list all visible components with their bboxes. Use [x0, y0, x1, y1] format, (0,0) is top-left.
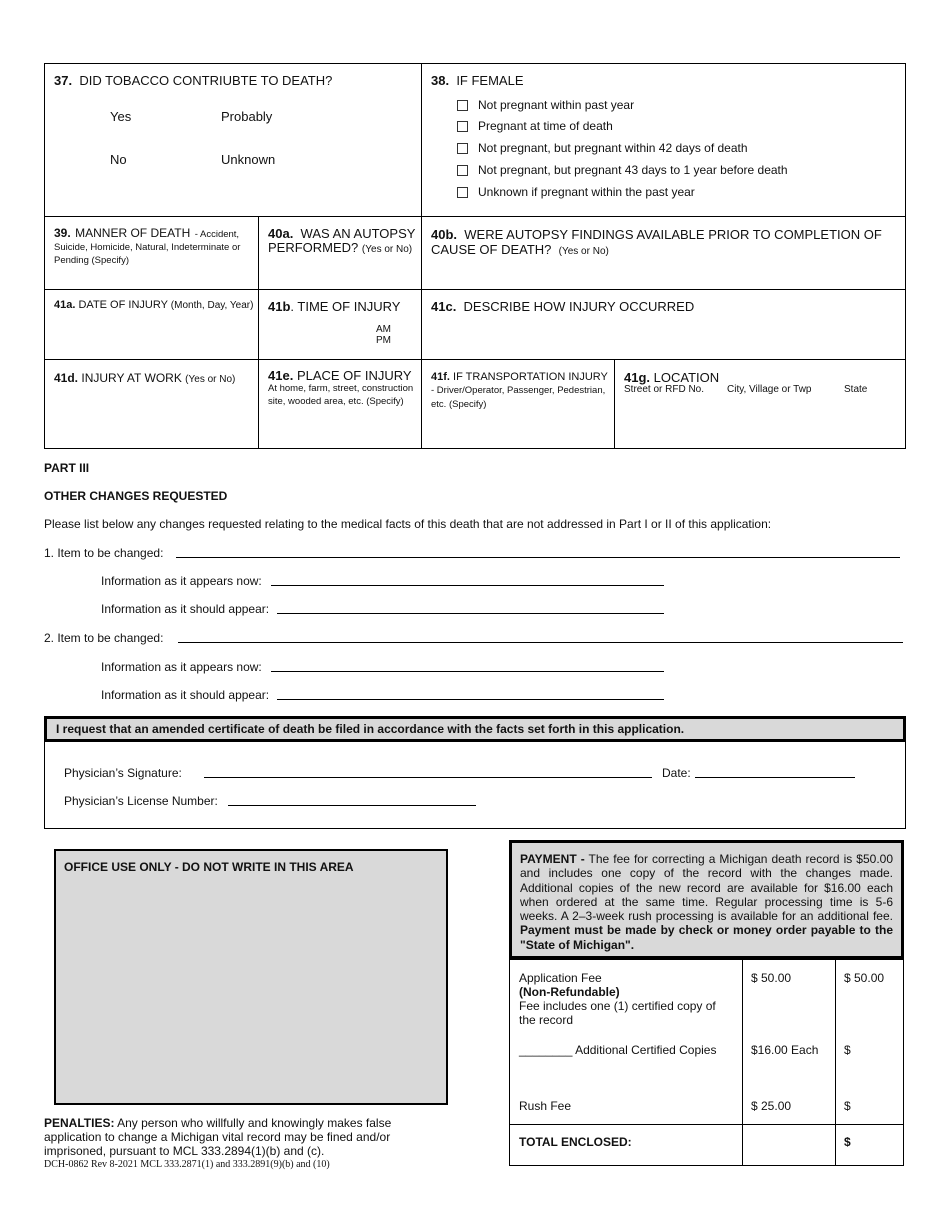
payment-box: PAYMENT - The fee for correcting a Michigan death record is $50.00 and includes one copy of the record with the changes made. Additional copies of the new record are available for $16.00 each when ordered at the same time. Regular processing time is 5-6 weeks. A 2–3-week rush processing is available for an additional fee. Payment must be made by check or money order payable to the "State of Michigan". [509, 840, 904, 959]
sec37-title: 37. DID TOBACCO CONTRIUBTE TO DEATH? [54, 73, 333, 88]
office-use-title: OFFICE USE ONLY - DO NOT WRITE IN THIS AREA [64, 860, 354, 874]
rush-price: $ 25.00 [751, 1099, 792, 1113]
pregnancy-option[interactable]: Not pregnant, but pregnant 43 days to 1 year before death [457, 163, 788, 177]
sec40a-field[interactable]: 40a. WAS AN AUTOPSY PERFORMED? (Yes or No) [268, 226, 416, 255]
sec40b-field[interactable]: 40b. WERE AUTOPSY FINDINGS AVAILABLE PRIOR TO COMPLETION OF CAUSE OF DEATH? (Yes or No) [431, 227, 882, 257]
tobacco-option-unknown[interactable]: Unknown [221, 152, 276, 167]
location-city-label: City, Village or Twp [727, 384, 812, 395]
sec41c-field[interactable]: 41c. DESCRIBE HOW INJURY OCCURRED [431, 299, 695, 314]
form-id: DCH-0862 Rev 8-2021 MCL 333.2871(1) and 333.2891(9)(b) and (10) [44, 1159, 330, 1170]
location-state-label: State [844, 384, 868, 395]
penalties-text: PENALTIES: Any person who willfully and knowingly makes false application to change a Michigan vital record may be fined and/or imprisoned, pursuant to MCL 333.2894(1)(b) and (c). [44, 1116, 392, 1158]
item2-input[interactable] [178, 642, 903, 643]
sec41d-field[interactable]: 41d. INJURY AT WORK (Yes or No) [54, 371, 236, 385]
office-use-box [54, 849, 448, 1105]
pregnancy-option[interactable]: Pregnant at time of death [457, 119, 613, 133]
sec41a-field[interactable]: 41a. DATE OF INJURY (Month, Day, Year) [54, 299, 254, 311]
sec41f-field[interactable]: 41f. IF TRANSPORTATION INJURY - Driver/Operator, Passenger, Pedestrian, etc. (Specify) [431, 371, 608, 410]
pregnancy-option[interactable]: Not pregnant within past year [457, 98, 634, 112]
pregnancy-option[interactable]: Unknown if pregnant within the past year [457, 185, 695, 199]
part3-intro: Please list below any changes requested relating to the medical facts of this death that are not addressed in Part I or II of this application: [44, 517, 772, 531]
item2-should-input[interactable] [277, 699, 664, 700]
checkbox-icon[interactable] [457, 121, 468, 132]
item1-appears-label: Information as it appears now: [101, 574, 262, 588]
item2-should-label: Information as it should appear: [101, 688, 270, 702]
checkbox-icon[interactable] [457, 143, 468, 154]
rush-fee[interactable]: Rush Fee [519, 1099, 572, 1113]
sec41g-field[interactable]: 41g. LOCATION [624, 370, 720, 385]
sec41b-field[interactable]: 41b. TIME OF INJURY [268, 299, 401, 314]
signature-label: Physician’s Signature: [64, 766, 182, 780]
copies-total[interactable]: $ [844, 1043, 851, 1057]
tobacco-option-no[interactable]: No [110, 152, 127, 167]
sec39-field[interactable]: 39. MANNER OF DEATH - Accident, Suicide, Homicide, Natural, Indeterminate or Pending (Specify) [54, 226, 241, 266]
item1-should-label: Information as it should appear: [101, 602, 270, 616]
tobacco-option-probably[interactable]: Probably [221, 109, 273, 124]
item1-label: 1. Item to be changed: [44, 546, 164, 560]
license-label: Physician’s License Number: [64, 794, 218, 808]
total-amount[interactable]: $ [844, 1135, 851, 1149]
item2-label: 2. Item to be changed: [44, 631, 164, 645]
date-input[interactable] [695, 777, 855, 778]
am-label[interactable]: AM [376, 324, 391, 335]
item1-should-input[interactable] [277, 613, 664, 614]
request-banner: I request that an amended certificate of death be filed in accordance with the facts set forth in this application. [44, 716, 906, 742]
tobacco-option-yes[interactable]: Yes [110, 109, 132, 124]
sec41e-field[interactable]: 41e. PLACE OF INJURY At home, farm, street, construction site, wooded area, etc. (Specify) [268, 368, 414, 407]
location-street-label: Street or RFD No. [624, 384, 705, 395]
rush-total[interactable]: $ [844, 1099, 851, 1113]
additional-copies[interactable]: ________ Additional Certified Copies [519, 1043, 717, 1057]
signature-input[interactable] [204, 777, 652, 778]
copies-price: $16.00 Each [751, 1043, 819, 1057]
application-fee-price: $ 50.00 [751, 971, 792, 985]
item2-appears-label: Information as it appears now: [101, 660, 262, 674]
item2-appears-input[interactable] [271, 671, 664, 672]
checkbox-icon[interactable] [457, 187, 468, 198]
checkbox-icon[interactable] [457, 165, 468, 176]
sec38-title: 38. IF FEMALE [431, 73, 524, 88]
part3-heading: PART III [44, 461, 90, 475]
part3-subheading: OTHER CHANGES REQUESTED [44, 489, 228, 503]
total-label: TOTAL ENCLOSED: [519, 1135, 632, 1149]
pregnancy-option[interactable]: Not pregnant, but pregnant within 42 days of death [457, 141, 748, 155]
checkbox-icon[interactable] [457, 100, 468, 111]
item1-appears-input[interactable] [271, 585, 664, 586]
pm-label[interactable]: PM [376, 335, 391, 346]
application-fee-total: $ 50.00 [844, 971, 885, 985]
date-label: Date: [662, 766, 691, 780]
item1-input[interactable] [176, 557, 900, 558]
application-fee: Application Fee (Non-Refundable) Fee includes one (1) certified copy of the record [519, 971, 716, 1027]
license-input[interactable] [228, 805, 476, 806]
